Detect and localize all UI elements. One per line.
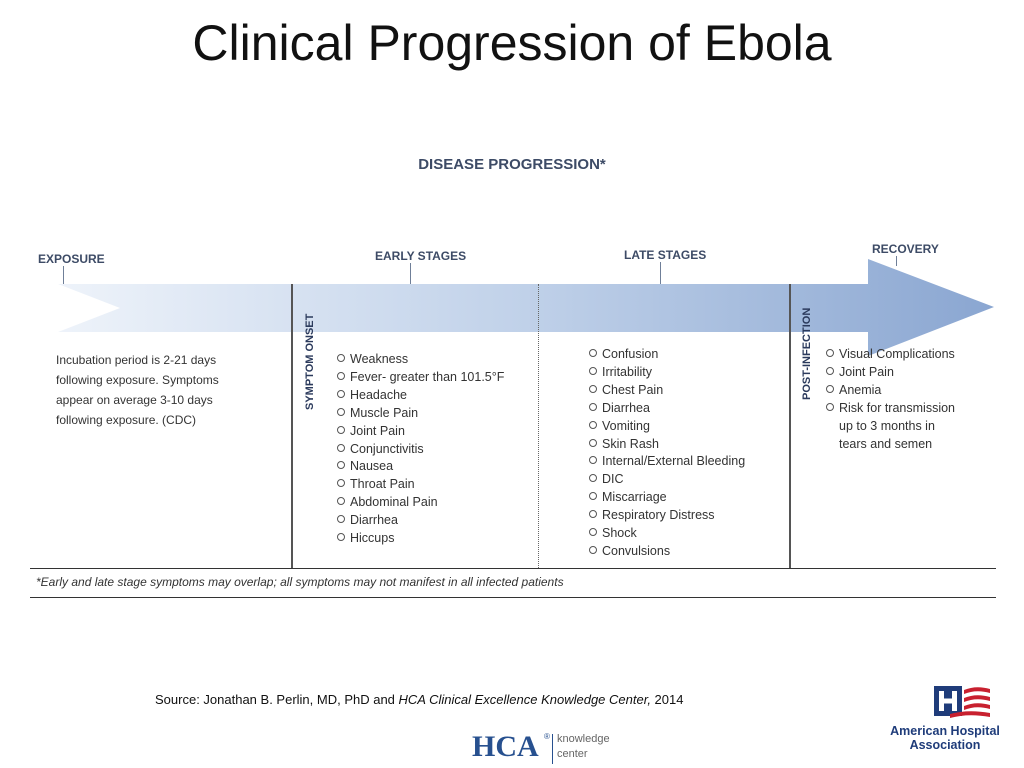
early-symptoms-list	[337, 351, 504, 548]
stage-label-early: EARLY STAGES	[375, 249, 467, 263]
early-late-divider	[538, 284, 539, 568]
list-item: Headache	[337, 387, 504, 405]
list-item: Miscarriage	[589, 489, 745, 507]
incubation-line: following exposure. Symptoms	[56, 373, 219, 387]
incubation-text	[56, 350, 219, 430]
list-item: Nausea	[337, 458, 504, 476]
list-item: Throat Pain	[337, 476, 504, 494]
footnote-bottom-rule	[30, 597, 996, 598]
post-infection-divider	[789, 284, 791, 568]
source-citation	[155, 692, 683, 707]
aha-name-line1: American Hospital	[890, 724, 1000, 738]
incubation-line: Incubation period is 2-21 days	[56, 353, 217, 367]
post-infection-label: POST-INFECTION	[801, 307, 813, 400]
list-item: Irritability	[589, 364, 745, 382]
hca-tagline-1: knowledge	[557, 733, 610, 745]
aha-name-line2: Association	[909, 738, 981, 752]
source-prefix: Source: Jonathan B. Perlin, MD, PhD and	[155, 692, 399, 707]
hca-registered: ®	[544, 732, 550, 741]
list-item: Respiratory Distress	[589, 507, 745, 525]
list-item: Joint Pain	[826, 364, 955, 382]
source-italic: HCA Clinical Excellence Knowledge Center,	[398, 692, 651, 707]
list-item: Internal/External Bleeding	[589, 453, 745, 471]
aha-name	[880, 724, 1010, 752]
list-item: Confusion	[589, 346, 745, 364]
list-item: DIC	[589, 471, 745, 489]
list-item: Skin Rash	[589, 436, 745, 454]
list-item: Fever- greater than 101.5°F	[337, 369, 504, 387]
hca-separator	[552, 734, 553, 764]
list-item: Vomiting	[589, 418, 745, 436]
diagram-heading: DISEASE PROGRESSION*	[418, 156, 606, 173]
hca-wordmark: HCA	[472, 730, 539, 763]
incubation-line: following exposure. (CDC)	[56, 413, 197, 427]
list-item: Hiccups	[337, 530, 504, 548]
post-infection-list	[826, 346, 955, 453]
list-item: Joint Pain	[337, 423, 504, 441]
aha-logo-icon	[932, 684, 992, 722]
incubation-line: appear on average 3-10 days	[56, 393, 213, 407]
footnote-top-rule	[30, 568, 996, 569]
symptom-onset-label: SYMPTOM ONSET	[304, 313, 316, 410]
late-symptoms-list	[589, 346, 745, 561]
footnote: *Early and late stage symptoms may overlap; all symptoms may not manifest in all infected patients	[36, 575, 564, 589]
list-item: Anemia	[826, 382, 955, 400]
stage-label-exposure: EXPOSURE	[38, 252, 105, 266]
progression-arrow-shape	[58, 259, 994, 356]
list-item: Visual Complications	[826, 346, 955, 364]
slide-title: Clinical Progression of Ebola	[192, 15, 832, 71]
list-item: Convulsions	[589, 543, 745, 561]
list-item: Muscle Pain	[337, 405, 504, 423]
list-item: Diarrhea	[589, 400, 745, 418]
list-item: Conjunctivitis	[337, 441, 504, 459]
list-item: Risk for transmission	[826, 400, 955, 418]
list-item: Shock	[589, 525, 745, 543]
list-item-continuation: up to 3 months in	[839, 418, 935, 433]
list-item: Chest Pain	[589, 382, 745, 400]
stage-label-late: LATE STAGES	[624, 248, 707, 262]
symptom-onset-divider	[291, 284, 293, 568]
list-item: Diarrhea	[337, 512, 504, 530]
hca-tagline-2: center	[557, 748, 588, 760]
list-item: Weakness	[337, 351, 504, 369]
list-item-continuation: tears and semen	[839, 436, 933, 451]
stage-label-recovery: RECOVERY	[872, 242, 939, 256]
source-suffix: 2014	[650, 692, 684, 707]
list-item: Abdominal Pain	[337, 494, 504, 512]
